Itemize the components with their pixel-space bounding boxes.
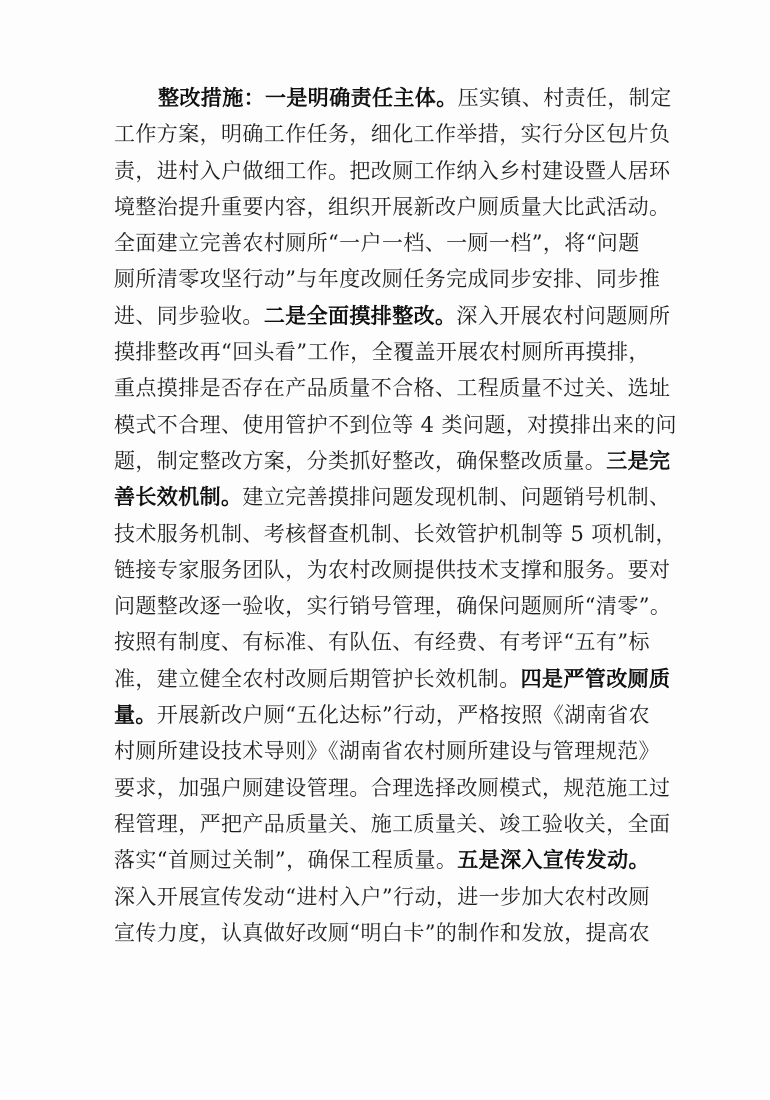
body-text: 深入开展农村问题厕所 [456, 303, 671, 328]
bold-heading-text: 一是明确责任主体。 [265, 85, 458, 110]
body-paragraph [114, 80, 677, 951]
body-text: 重点摸排是否存在产品质量不合格、工程质量不过关、选址 [114, 376, 671, 401]
body-text: 链接专家服务团队，为农村改厕提供技术支撑和服务。要对 [114, 557, 671, 582]
bold-heading-text: 量。 [114, 702, 157, 728]
text-line [114, 516, 677, 552]
text-line [114, 770, 674, 806]
text-line [114, 588, 674, 624]
body-text: 境整治提升重要内容，组织开展新改户厕质量大比武活动。 [114, 194, 671, 219]
text-line [114, 697, 674, 733]
body-text: 准，建立健全农村改厕后期管护长效机制。 [114, 666, 521, 691]
text-line [114, 733, 674, 769]
text-line [114, 661, 674, 697]
text-line [114, 915, 674, 951]
bold-heading-text: 整改措施： [158, 85, 265, 110]
body-text: 模式不合理、使用管护不到位等 4 类问题，对摸排出来的问 [114, 412, 677, 437]
text-line [114, 552, 674, 588]
text-line [114, 407, 677, 443]
body-text: 题，制定整改方案，分类抓好整改，确保整改质量。 [114, 448, 607, 473]
text-line [114, 479, 674, 515]
bold-heading-text: 三是完 [606, 447, 671, 473]
body-text: 工作方案，明确工作任务，细化工作举措，实行分区包片负 [114, 122, 671, 147]
text-line [114, 116, 674, 152]
text-line [114, 334, 674, 370]
text-line [114, 80, 674, 116]
body-text: 深入开展宣传发动“进村入户”行动，进一步加大农村改厕 [114, 884, 650, 909]
text-line [114, 153, 674, 189]
body-text: 按照有制度、有标准、有队伍、有经费、有考评“五有”标 [114, 630, 650, 655]
text-line [114, 298, 674, 334]
bold-heading-text: 二是全面摸排整改。 [263, 302, 457, 328]
body-text: 宣传力度，认真做好改厕“明白卡”的制作和发放，提高农 [114, 920, 650, 945]
body-text: 责，进村入户做细工作。把改厕工作纳入乡村建设暨人居环 [114, 158, 671, 183]
bold-heading-text: 善长效机制。 [114, 484, 243, 510]
body-text: 全面建立完善农村厕所“一户一档、一厕一档”，将“问题 [114, 231, 640, 256]
body-text: 厕所清零攻坚行动”与年度改厕任务完成同步安排、同步推 [114, 267, 661, 292]
body-text: 建立完善摸排问题发现机制、问题销号机制、 [242, 485, 671, 510]
bold-heading-text: 五是深入宣传发动。 [457, 847, 650, 873]
bold-heading-text: 四是严管改厕质 [520, 665, 671, 691]
text-line [114, 879, 674, 915]
body-text: 要求，加强户厕建设管理。合理选择改厕模式，规范施工过 [114, 775, 671, 800]
text-line [114, 443, 674, 479]
text-line [114, 370, 674, 406]
text-line [114, 842, 674, 878]
body-text: 程管理，严把产品质量关、施工质量关、竣工验收关，全面 [114, 811, 671, 836]
text-line [114, 624, 674, 660]
text-line [114, 806, 674, 842]
body-text: 压实镇、村责任，制定 [457, 86, 672, 110]
body-text: 问题整改逐一验收，实行销号管理，确保问题厕所“清零”。 [114, 594, 672, 619]
text-line [114, 261, 674, 297]
text-line [114, 189, 674, 225]
body-text: 进、同步验收。 [114, 303, 264, 328]
text-line [114, 225, 674, 261]
body-text: 开展新改户厕“五化达标”行动，严格按照《湖南省农 [156, 703, 650, 728]
body-text: 技术服务机制、考核督查机制、长效管护机制等 5 项机制， [114, 521, 677, 546]
body-text: 村厕所建设技术导则》《湖南省农村厕所建设与管理规范》 [114, 739, 660, 764]
body-text: 摸排整改再“回头看”工作，全覆盖开展农村厕所再摸排， [114, 340, 650, 365]
body-text: 落实“首厕过关制”，确保工程质量。 [114, 848, 458, 873]
